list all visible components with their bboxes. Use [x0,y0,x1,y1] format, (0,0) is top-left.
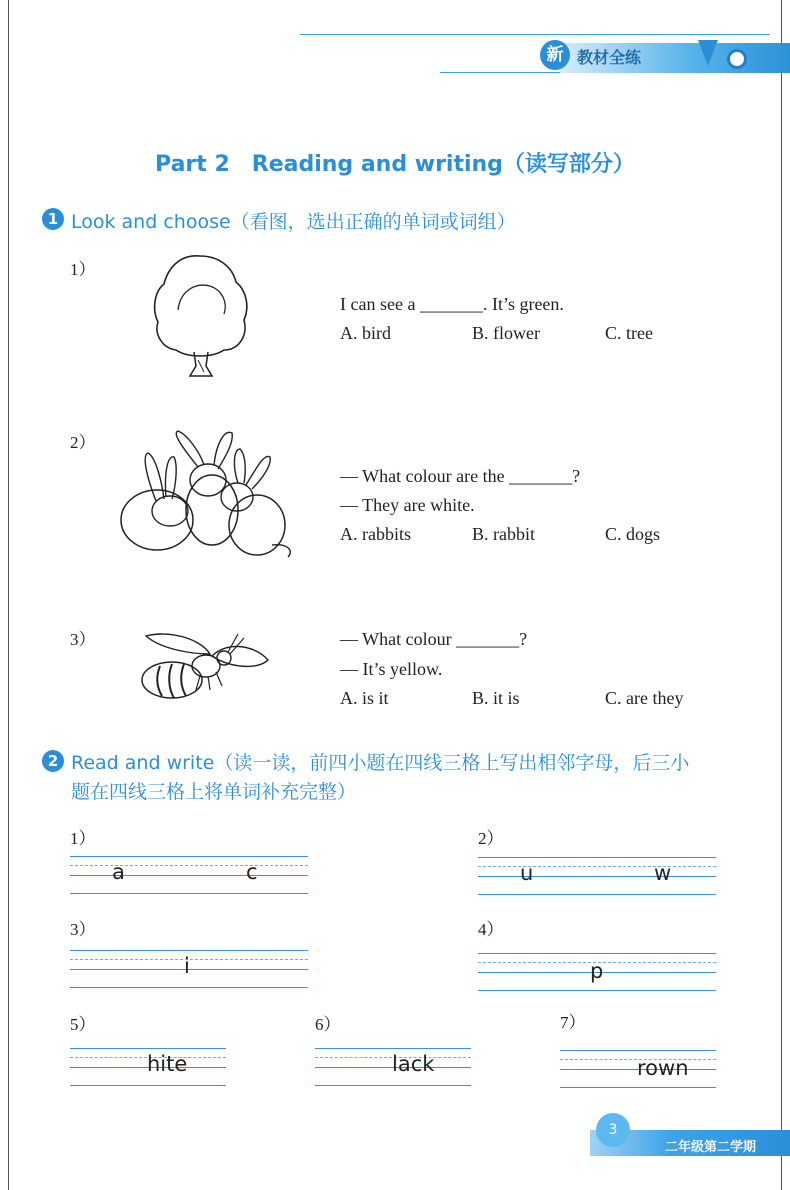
write-item-6-number: 6） [315,1015,341,1034]
question-3-option-c[interactable]: C. are they [605,688,684,708]
write-item-5-lines[interactable] [70,1048,226,1086]
question-2-number: 2） [70,433,96,452]
write-item-1-lines[interactable] [70,856,308,894]
question-2-line-2: — They are white. [340,495,475,515]
question-3-line-2: — It’s yellow. [340,659,443,679]
write-item-7-word: rown [637,1056,689,1080]
write-item-6-word: lack [392,1052,435,1076]
write-item-2-number: 2） [478,829,504,848]
question-2-line-1: — What colour are the _______? [340,466,581,486]
section-2-title-line-1: Read and write（读一读，前四小题在四线三格上写出相邻字母，后三小 [71,752,690,774]
write-item-1-number: 1） [70,829,96,848]
bee-picture [138,628,273,706]
page-border-right [781,0,782,1190]
write-item-5-word: hite [147,1052,188,1076]
question-1-option-a[interactable]: A. bird [340,323,391,343]
header-dot-icon [727,49,747,69]
page-number: 3 [596,1113,630,1147]
question-1-option-c[interactable]: C. tree [605,323,653,343]
header-title: 教材全练 [577,48,642,67]
write-item-1-letter-c: c [246,860,258,884]
write-item-6-lines[interactable] [315,1048,471,1086]
rabbits-picture [112,425,298,560]
tree-picture [150,250,250,382]
write-item-2-letter-u: u [520,861,534,885]
question-2-option-a[interactable]: A. rabbits [340,524,411,544]
write-item-1-letter-a: a [112,860,125,884]
question-3-line-1: — What colour _______? [340,629,528,649]
section-1-number: 1 [42,208,64,230]
question-3-option-b[interactable]: B. it is [472,688,520,708]
header-rule [300,34,770,35]
section-2-title-line-2: 题在四线三格上将单词补充完整） [71,781,357,803]
question-1-option-b[interactable]: B. flower [472,323,540,343]
question-2-option-b[interactable]: B. rabbit [472,524,535,544]
write-item-4-lines[interactable] [478,953,716,991]
page-border-left [8,0,9,1190]
write-item-3-letter-i: i [184,954,190,978]
question-3-number: 3） [70,630,96,649]
question-3-option-a[interactable]: A. is it [340,688,389,708]
write-item-4-number: 4） [478,920,504,939]
section-2-number: 2 [42,750,64,772]
write-item-7-lines[interactable] [560,1050,716,1088]
write-item-3-lines[interactable] [70,950,308,988]
write-item-2-letter-w: w [654,861,672,885]
header-triangle-icon [698,40,718,66]
footer-grade: 二年级第二学期 [665,1140,757,1155]
write-item-2-lines[interactable] [478,857,716,895]
write-item-4-letter-p: p [590,959,604,983]
write-item-5-number: 5） [70,1015,96,1034]
write-item-7-number: 7） [560,1013,586,1032]
section-1-title: Look and choose（看图，选出正确的单词或词组） [71,211,516,233]
header-badge: 新 [540,40,570,70]
question-2-option-c[interactable]: C. dogs [605,524,661,544]
question-1-line-1: I can see a _______. It’s green. [340,294,564,314]
part-title: Part 2 Reading and writing（读写部分） [155,152,635,177]
write-item-3-number: 3） [70,920,96,939]
question-1-number: 1） [70,260,96,279]
